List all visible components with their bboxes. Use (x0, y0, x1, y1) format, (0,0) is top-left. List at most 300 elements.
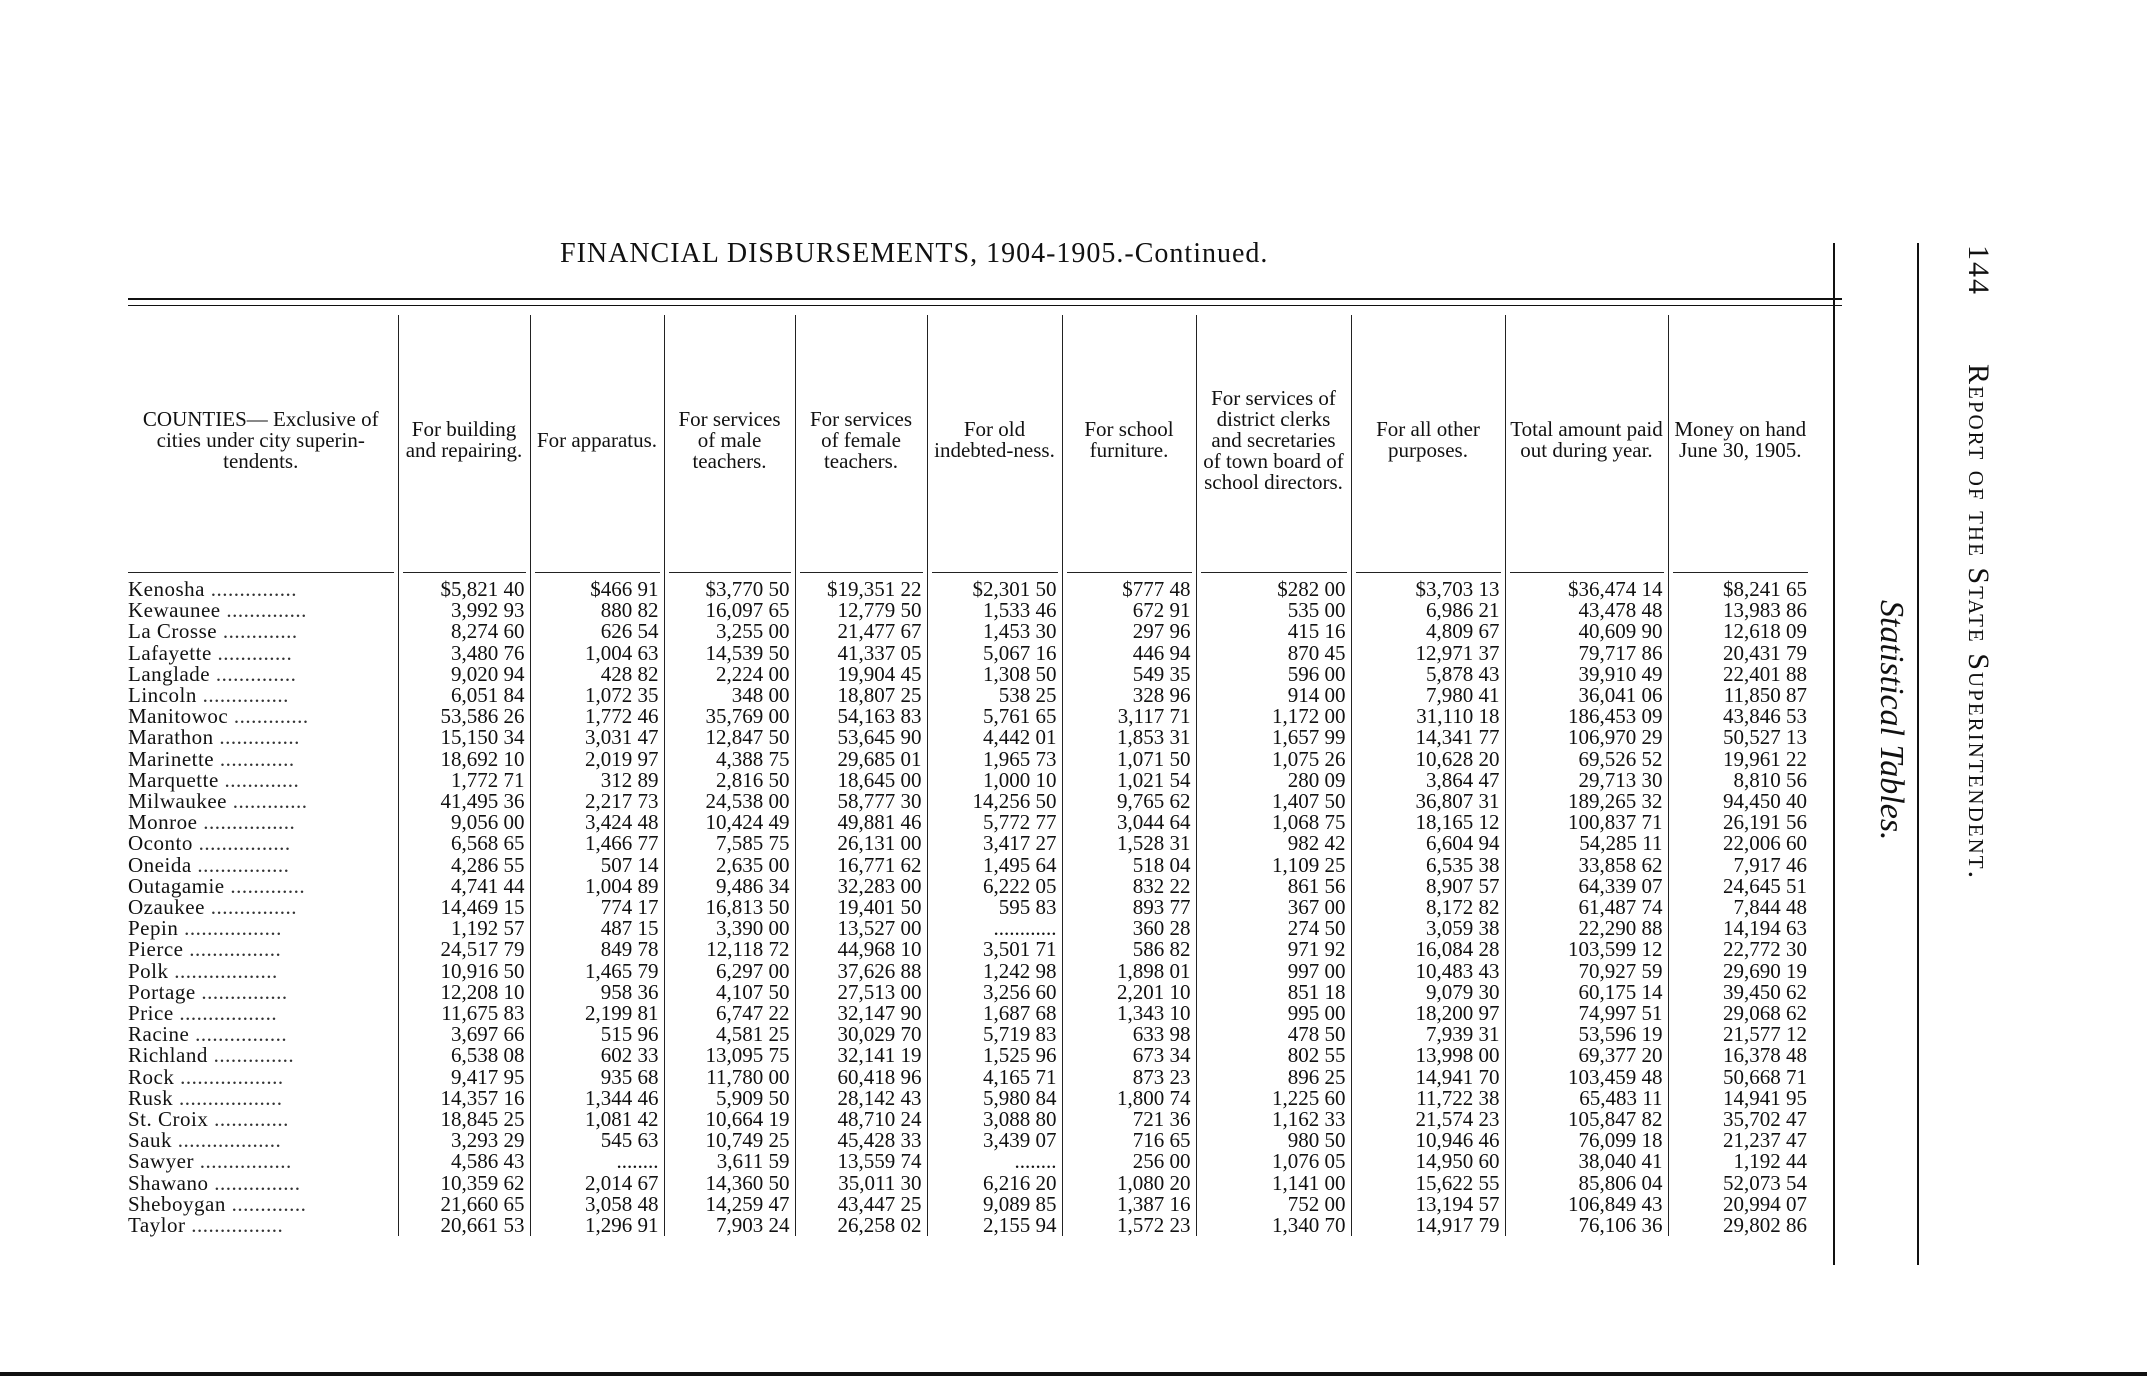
cell-value: 60,418 96 (795, 1067, 927, 1088)
header-row (124, 315, 1812, 565)
cell-value: 6,538 08 (398, 1045, 530, 1066)
cell-value: 870 45 (1196, 643, 1351, 664)
cell-value: 16,097 65 (664, 600, 795, 621)
cell-value: 54,163 83 (795, 706, 927, 727)
cell-value: 2,217 73 (530, 791, 664, 812)
county-name: La Crosse ............. (128, 619, 298, 644)
cell-value: 3,256 60 (927, 982, 1062, 1003)
cell-value: 2,014 67 (530, 1173, 664, 1194)
cell-value: 602 33 (530, 1045, 664, 1066)
cell-value: $466 91 (530, 579, 664, 600)
cell-value: 3,424 48 (530, 812, 664, 833)
cell-value: 4,165 71 (927, 1067, 1062, 1088)
cell-value: 1,965 73 (927, 749, 1062, 770)
cell-value: 1,080 20 (1062, 1173, 1196, 1194)
cell-value: $8,241 65 (1668, 579, 1812, 600)
county-name: Pierce ................ (128, 937, 282, 962)
cell-value: 1,657 99 (1196, 727, 1351, 748)
cell-value: 328 96 (1062, 685, 1196, 706)
cell-value: 18,807 25 (795, 685, 927, 706)
cell-value: 19,961 22 (1668, 749, 1812, 770)
cell-value: 58,777 30 (795, 791, 927, 812)
cell-value: 1,162 33 (1196, 1109, 1351, 1130)
cell-value: 52,073 54 (1668, 1173, 1812, 1194)
margin-rule-right (1917, 243, 1919, 1265)
cell-value: 774 17 (530, 897, 664, 918)
cell-value: $777 48 (1062, 579, 1196, 600)
cell-value: 1,800 74 (1062, 1088, 1196, 1109)
cell-value: 69,526 52 (1505, 749, 1668, 770)
cell-value: 21,577 12 (1668, 1024, 1812, 1045)
table-row (124, 1130, 1812, 1151)
cell-value: 958 36 (530, 982, 664, 1003)
county-name: Marathon .............. (128, 725, 300, 750)
cell-value: 3,439 07 (927, 1130, 1062, 1151)
cell-value: 18,692 10 (398, 749, 530, 770)
county-name: Rock .................. (128, 1064, 284, 1089)
cell-value: 12,208 10 (398, 982, 530, 1003)
cell-value: 3,059 38 (1351, 918, 1505, 939)
cell-value: 29,685 01 (795, 749, 927, 770)
county-name: Oconto ................ (128, 831, 291, 856)
cell-value: 672 91 (1062, 600, 1196, 621)
cell-value: 6,986 21 (1351, 600, 1505, 621)
cell-value: 37,626 88 (795, 961, 927, 982)
cell-value: 14,259 47 (664, 1194, 795, 1215)
cell-value: ........ (530, 1151, 664, 1172)
cell-value: 1,000 10 (927, 770, 1062, 791)
cell-value: 18,200 97 (1351, 1003, 1505, 1024)
table-row (124, 706, 1812, 727)
cell-value: 14,469 15 (398, 897, 530, 918)
column-header-old-indebtedness: For old indebted-ness. (927, 315, 1062, 565)
cell-value: 53,645 90 (795, 727, 927, 748)
county-name: Sheboygan ............. (128, 1191, 307, 1216)
cell-value: 1,772 71 (398, 770, 530, 791)
cell-value: 1,343 10 (1062, 1003, 1196, 1024)
cell-value: 2,199 81 (530, 1003, 664, 1024)
cell-value: 9,079 30 (1351, 982, 1505, 1003)
cell-value: 5,772 77 (927, 812, 1062, 833)
cell-value: 880 82 (530, 600, 664, 621)
cell-value: 21,237 47 (1668, 1130, 1812, 1151)
cell-value: 7,844 48 (1668, 897, 1812, 918)
cell-value: 31,110 18 (1351, 706, 1505, 727)
cell-value: 26,258 02 (795, 1215, 927, 1236)
cell-value: 29,690 19 (1668, 961, 1812, 982)
table-row (124, 621, 1812, 642)
cell-value: 3,044 64 (1062, 812, 1196, 833)
county-name: Marinette ............. (128, 746, 295, 771)
cell-value: 4,107 50 (664, 982, 795, 1003)
table-row (124, 749, 1812, 770)
county-name: Marquette ............. (128, 767, 300, 792)
cell-value: 9,056 00 (398, 812, 530, 833)
cell-value: $19,351 22 (795, 579, 927, 600)
cell-value: 4,741 44 (398, 876, 530, 897)
county-name: Pepin ................. (128, 916, 282, 941)
county-name: Oneida ................ (128, 852, 290, 877)
cell-value: 5,761 65 (927, 706, 1062, 727)
cell-value: 19,904 45 (795, 664, 927, 685)
cell-value: 74,997 51 (1505, 1003, 1668, 1024)
cell-value: 27,513 00 (795, 982, 927, 1003)
cell-value: 4,388 75 (664, 749, 795, 770)
cell-value: 44,968 10 (795, 939, 927, 960)
table-row (124, 982, 1812, 1003)
cell-value: 5,878 43 (1351, 664, 1505, 685)
cell-value: 8,907 57 (1351, 876, 1505, 897)
cell-value: 16,771 62 (795, 855, 927, 876)
cell-value: 596 00 (1196, 664, 1351, 685)
cell-value: 40,609 90 (1505, 621, 1668, 642)
cell-value: 7,939 31 (1351, 1024, 1505, 1045)
cell-value: 415 16 (1196, 621, 1351, 642)
county-name: Kewaunee .............. (128, 598, 307, 623)
cell-value: 721 36 (1062, 1109, 1196, 1130)
cell-value: 1,898 01 (1062, 961, 1196, 982)
cell-value: 1,387 16 (1062, 1194, 1196, 1215)
cell-value: 586 82 (1062, 939, 1196, 960)
cell-value: 76,106 36 (1505, 1215, 1668, 1236)
cell-value: 106,849 43 (1505, 1194, 1668, 1215)
cell-value: 9,020 94 (398, 664, 530, 685)
table-row (124, 1067, 1812, 1088)
cell-value: 1,296 91 (530, 1215, 664, 1236)
cell-value: 39,450 62 (1668, 982, 1812, 1003)
cell-value: 995 00 (1196, 1003, 1351, 1024)
cell-value: 7,903 24 (664, 1215, 795, 1236)
cell-value: 50,527 13 (1668, 727, 1812, 748)
cell-value: 4,809 67 (1351, 621, 1505, 642)
cell-value: 914 00 (1196, 685, 1351, 706)
page-bottom-edge (0, 1372, 2147, 1376)
county-name: Richland .............. (128, 1043, 295, 1068)
cell-value: 13,983 86 (1668, 600, 1812, 621)
cell-value: 13,194 57 (1351, 1194, 1505, 1215)
cell-value: 10,664 19 (664, 1109, 795, 1130)
cell-value: 20,994 07 (1668, 1194, 1812, 1215)
cell-value: 6,604 94 (1351, 833, 1505, 854)
cell-value: 935 68 (530, 1067, 664, 1088)
cell-value: 3,058 48 (530, 1194, 664, 1215)
cell-value: 79,717 86 (1505, 643, 1668, 664)
cell-value: 45,428 33 (795, 1130, 927, 1151)
cell-value: $282 00 (1196, 579, 1351, 600)
cell-value: 22,772 30 (1668, 939, 1812, 960)
cell-value: 11,850 87 (1668, 685, 1812, 706)
cell-value: 14,360 50 (664, 1173, 795, 1194)
cell-value: 3,031 47 (530, 727, 664, 748)
cell-value: 9,417 95 (398, 1067, 530, 1088)
cell-value: 8,172 82 (1351, 897, 1505, 918)
cell-value: $36,474 14 (1505, 579, 1668, 600)
county-name: St. Croix ............. (128, 1107, 289, 1132)
cell-value: 1,687 68 (927, 1003, 1062, 1024)
cell-value: 3,293 29 (398, 1130, 530, 1151)
county-name: Shawano ............... (128, 1170, 301, 1195)
column-header-building: For building and repairing. (398, 315, 530, 565)
page-number: 144 (1962, 245, 1995, 296)
cell-value: 41,495 36 (398, 791, 530, 812)
cell-value: 5,980 84 (927, 1088, 1062, 1109)
cell-value: 16,813 50 (664, 897, 795, 918)
cell-value: 851 18 (1196, 982, 1351, 1003)
cell-value: 1,528 31 (1062, 833, 1196, 854)
cell-value: 5,719 83 (927, 1024, 1062, 1045)
cell-value: 367 00 (1196, 897, 1351, 918)
cell-value: 980 50 (1196, 1130, 1351, 1151)
header-separator (124, 565, 1812, 579)
cell-value: 1,242 98 (927, 961, 1062, 982)
cell-value: 54,285 11 (1505, 833, 1668, 854)
cell-value: 100,837 71 (1505, 812, 1668, 833)
cell-value: 18,845 25 (398, 1109, 530, 1130)
cell-value: 11,675 83 (398, 1003, 530, 1024)
cell-value: 14,194 63 (1668, 918, 1812, 939)
cell-value: 14,539 50 (664, 643, 795, 664)
cell-value: 873 23 (1062, 1067, 1196, 1088)
cell-value: 16,084 28 (1351, 939, 1505, 960)
column-header-total: Total amount paid out during year. (1505, 315, 1668, 565)
cell-value: 896 25 (1196, 1067, 1351, 1088)
county-name: Taylor ................ (128, 1213, 284, 1238)
cell-value: 8,810 56 (1668, 770, 1812, 791)
table-row (124, 727, 1812, 748)
cell-value: 8,274 60 (398, 621, 530, 642)
cell-value: 33,858 62 (1505, 855, 1668, 876)
cell-value: 36,807 31 (1351, 791, 1505, 812)
cell-value: 1,071 50 (1062, 749, 1196, 770)
table-row (124, 876, 1812, 897)
cell-value: 312 89 (530, 770, 664, 791)
cell-value: 802 55 (1196, 1045, 1351, 1066)
county-name: Outagamie ............. (128, 873, 306, 898)
county-name: Monroe ................ (128, 810, 296, 835)
cell-value: 7,917 46 (1668, 855, 1812, 876)
cell-value: 1,225 60 (1196, 1088, 1351, 1109)
cell-value: 2,201 10 (1062, 982, 1196, 1003)
cell-value: 478 50 (1196, 1024, 1351, 1045)
column-header-other: For all other purposes. (1351, 315, 1505, 565)
cell-value: 1,109 25 (1196, 855, 1351, 876)
cell-value: 106,970 29 (1505, 727, 1668, 748)
cell-value: 673 34 (1062, 1045, 1196, 1066)
column-header-female-teachers: For services of female teachers. (795, 315, 927, 565)
cell-value: 3,697 66 (398, 1024, 530, 1045)
county-name: Lincoln ............... (128, 683, 289, 708)
cell-value: 50,668 71 (1668, 1067, 1812, 1088)
cell-value: 10,916 50 (398, 961, 530, 982)
table-row (124, 1088, 1812, 1109)
cell-value: 16,378 48 (1668, 1045, 1812, 1066)
cell-value: 10,628 20 (1351, 749, 1505, 770)
cell-value: 6,297 00 (664, 961, 795, 982)
cell-value: 61,487 74 (1505, 897, 1668, 918)
county-name: Manitowoc ............. (128, 704, 309, 729)
cell-value: 10,359 62 (398, 1173, 530, 1194)
cell-value: 1,533 46 (927, 600, 1062, 621)
cell-value: 53,596 19 (1505, 1024, 1668, 1045)
county-name: Milwaukee ............. (128, 789, 308, 814)
cell-value: 36,041 06 (1505, 685, 1668, 706)
cell-value: 32,141 19 (795, 1045, 927, 1066)
county-name: Kenosha ............... (128, 577, 297, 601)
county-name: Price ................. (128, 1001, 278, 1026)
cell-value: 1,572 23 (1062, 1215, 1196, 1236)
cell-value: 20,661 53 (398, 1215, 530, 1236)
cell-value: 60,175 14 (1505, 982, 1668, 1003)
cell-value: 24,538 00 (664, 791, 795, 812)
table-row (124, 685, 1812, 706)
cell-value: 518 04 (1062, 855, 1196, 876)
cell-value: 2,635 00 (664, 855, 795, 876)
table-row (124, 1151, 1812, 1172)
cell-value: 18,645 00 (795, 770, 927, 791)
cell-value: 893 77 (1062, 897, 1196, 918)
running-head (1961, 245, 1995, 880)
cell-value: 9,486 34 (664, 876, 795, 897)
cell-value: 752 00 (1196, 1194, 1351, 1215)
cell-value: 1,068 75 (1196, 812, 1351, 833)
cell-value: 626 54 (530, 621, 664, 642)
cell-value: 39,910 49 (1505, 664, 1668, 685)
table-row (124, 918, 1812, 939)
cell-value: 69,377 20 (1505, 1045, 1668, 1066)
cell-value: 21,660 65 (398, 1194, 530, 1215)
table-row (124, 664, 1812, 685)
cell-value: 13,527 00 (795, 918, 927, 939)
cell-value: 6,216 20 (927, 1173, 1062, 1194)
cell-value: 2,019 97 (530, 749, 664, 770)
cell-value: 633 98 (1062, 1024, 1196, 1045)
cell-value: 65,483 11 (1505, 1088, 1668, 1109)
cell-value: 14,941 70 (1351, 1067, 1505, 1088)
cell-value: 6,747 22 (664, 1003, 795, 1024)
cell-value: 1,453 30 (927, 621, 1062, 642)
cell-value: 11,722 38 (1351, 1088, 1505, 1109)
cell-value: 3,255 00 (664, 621, 795, 642)
cell-value: 35,011 30 (795, 1173, 927, 1194)
cell-value: 14,950 60 (1351, 1151, 1505, 1172)
cell-value: 29,713 30 (1505, 770, 1668, 791)
cell-value: 971 92 (1196, 939, 1351, 960)
cell-value: 53,586 26 (398, 706, 530, 727)
margin-rule-left (1833, 243, 1835, 1265)
county-name: Rusk .................. (128, 1085, 283, 1110)
cell-value: 14,941 95 (1668, 1088, 1812, 1109)
cell-value: 49,881 46 (795, 812, 927, 833)
cell-value: 94,450 40 (1668, 791, 1812, 812)
cell-value: 1,525 96 (927, 1045, 1062, 1066)
cell-value: 1,772 46 (530, 706, 664, 727)
cell-value: 35,702 47 (1668, 1109, 1812, 1130)
cell-value: 29,802 86 (1668, 1215, 1812, 1236)
cell-value: 2,816 50 (664, 770, 795, 791)
table-row (124, 1173, 1812, 1194)
cell-value: 10,946 46 (1351, 1130, 1505, 1151)
cell-value: 6,535 38 (1351, 855, 1505, 876)
cell-value: 1,004 63 (530, 643, 664, 664)
column-header-furniture: For school furniture. (1062, 315, 1196, 565)
cell-value: 32,283 00 (795, 876, 927, 897)
column-header-counties: COUNTIES— Exclusive of cities under city superin-tendents. (142, 406, 379, 473)
cell-value: 12,779 50 (795, 600, 927, 621)
cell-value: 10,749 25 (664, 1130, 795, 1151)
cell-value: 1,021 54 (1062, 770, 1196, 791)
cell-value: 21,477 67 (795, 621, 927, 642)
side-subtitle: Statistical Tables. (1873, 600, 1910, 841)
cell-value: 1,344 46 (530, 1088, 664, 1109)
cell-value: 12,118 72 (664, 939, 795, 960)
cell-value: 14,357 16 (398, 1088, 530, 1109)
cell-value: 3,088 80 (927, 1109, 1062, 1130)
cell-value: 189,265 32 (1505, 791, 1668, 812)
cell-value: 1,076 05 (1196, 1151, 1351, 1172)
cell-value: 15,622 55 (1351, 1173, 1505, 1194)
cell-value: 5,067 16 (927, 643, 1062, 664)
cell-value: 6,568 65 (398, 833, 530, 854)
cell-value: 256 00 (1062, 1151, 1196, 1172)
table-row (124, 1024, 1812, 1045)
column-header-male-teachers: For services of male teachers. (664, 315, 795, 565)
disbursements-table (124, 315, 1812, 1236)
cell-value: ............ (927, 918, 1062, 939)
table-row (124, 812, 1812, 833)
county-name: Ozaukee ............... (128, 895, 297, 920)
table-row (124, 579, 1812, 600)
cell-value: 1,004 89 (530, 876, 664, 897)
cell-value: 2,155 94 (927, 1215, 1062, 1236)
cell-value: 38,040 41 (1505, 1151, 1668, 1172)
cell-value: 15,150 34 (398, 727, 530, 748)
cell-value: 3,480 76 (398, 643, 530, 664)
cell-value: 4,442 01 (927, 727, 1062, 748)
cell-value: 32,147 90 (795, 1003, 927, 1024)
table-row (124, 600, 1812, 621)
cell-value: 7,585 75 (664, 833, 795, 854)
cell-value: 1,141 00 (1196, 1173, 1351, 1194)
cell-value: 446 94 (1062, 643, 1196, 664)
cell-value: 3,117 71 (1062, 706, 1196, 727)
cell-value: 280 09 (1196, 770, 1351, 791)
county-name: Portage ............... (128, 979, 288, 1004)
cell-value: 274 50 (1196, 918, 1351, 939)
cell-value: 1,853 31 (1062, 727, 1196, 748)
cell-value: 3,864 47 (1351, 770, 1505, 791)
cell-value: 1,192 57 (398, 918, 530, 939)
cell-value: 3,611 59 (664, 1151, 795, 1172)
cell-value: 297 96 (1062, 621, 1196, 642)
cell-value: 21,574 23 (1351, 1109, 1505, 1130)
cell-value: 103,459 48 (1505, 1067, 1668, 1088)
page-title: FINANCIAL DISBURSEMENTS, 1904-1905.-Continued. (560, 238, 1269, 269)
cell-value: 41,337 05 (795, 643, 927, 664)
cell-value: 6,222 05 (927, 876, 1062, 897)
cell-value: 85,806 04 (1505, 1173, 1668, 1194)
cell-value: 4,581 25 (664, 1024, 795, 1045)
cell-value: 28,142 43 (795, 1088, 927, 1109)
cell-value: 5,909 50 (664, 1088, 795, 1109)
cell-value: 538 25 (927, 685, 1062, 706)
county-name: Polk .................. (128, 958, 278, 983)
cell-value: 545 63 (530, 1130, 664, 1151)
cell-value: 1,465 79 (530, 961, 664, 982)
cell-value: $3,770 50 (664, 579, 795, 600)
column-header-on-hand: Money on hand June 30, 1905. (1668, 315, 1812, 565)
header-double-rule-inner (128, 305, 1842, 306)
cell-value: 186,453 09 (1505, 706, 1668, 727)
